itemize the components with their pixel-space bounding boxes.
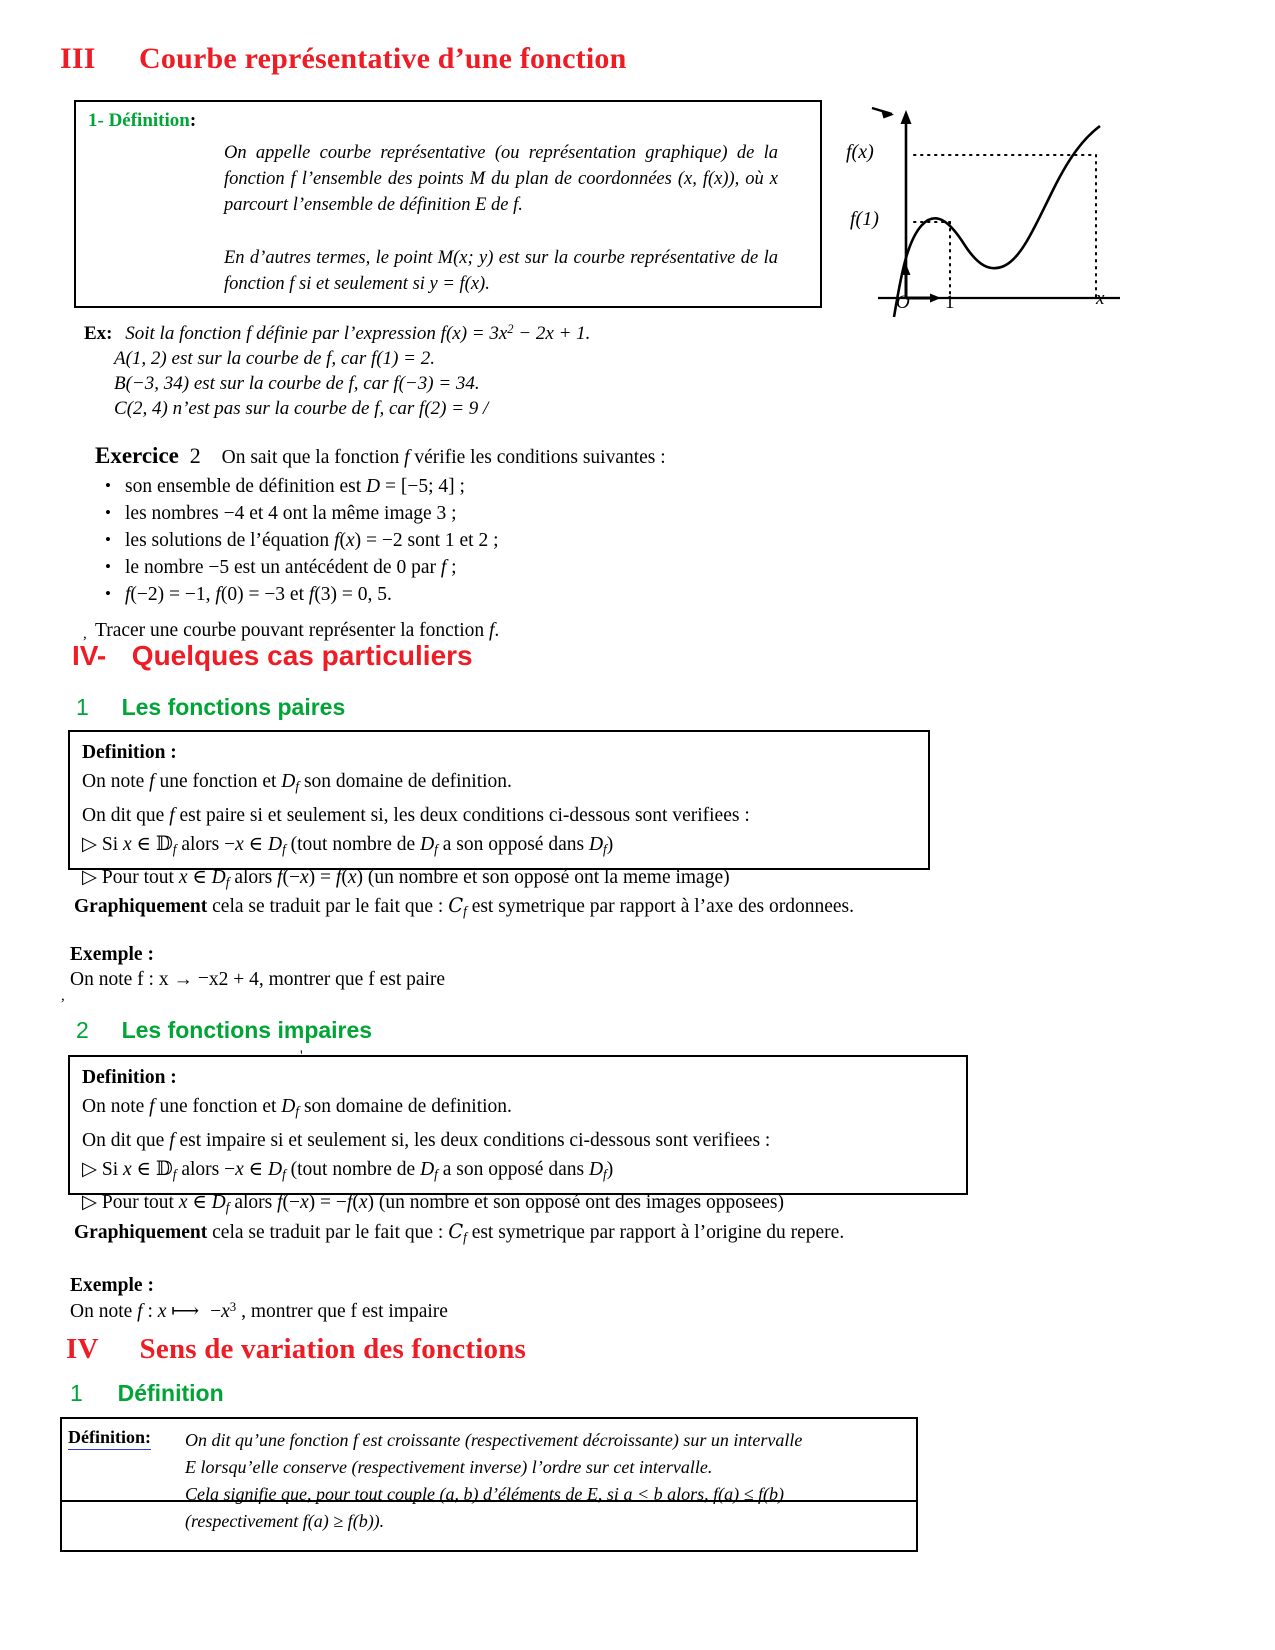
exemple-impaires [70,1275,448,1323]
exercise-title: Exercice [95,443,179,468]
list-item: • les solutions de l’équation f(x) = −2 sont 1 et 2 ; [95,527,855,554]
graphiquement-impaires [74,1220,1034,1246]
subsection-paires-number: 1 [76,694,89,720]
definition-impaires-line-1: On note f une fonction et $D_f$ son domaine de definition. [82,1096,512,1119]
exemple-impaires-text: On note f : x ⟼ $-x^3$ , montrer que f est impaire [70,1299,448,1322]
example-line-2: B(−3, 34) est sur la courbe de f, car f(−3) = 34. [114,373,480,395]
exemple-paires-text: , On note f : x → −x2 + 4, montrer que f est paire [61,968,446,1004]
definition-box-paires [68,730,930,891]
exercise-header [95,443,855,469]
figure-label-fx: f(x) [846,141,874,163]
section-iii-title: Courbe représentative d’une fonction [139,42,627,75]
section-iv-a-title: Quelques cas particuliers [131,640,473,671]
definition-paires-line-4: ▷ Pour tout x ∈ $D_f$ alors f(−x) = f(x) (un nombre et son opposé ont la meme image) [82,863,922,897]
definition-box-courbe [74,100,822,308]
definition-paires-line-3: ▷ Si x ∈ 𝔻$_f$ alors −x ∈ $D_f$ (tout nombre de $D_f$ a son opposé dans $D_f$) [82,830,922,864]
example-line-1: A(1, 2) est sur la courbe de f, car f(1) = 2. [114,348,436,370]
section-heading-iii [60,42,626,76]
list-item: • les nombres −4 et 4 ont la même image 3 ; [95,500,855,527]
subsection-heading-paires [76,694,345,721]
subsection-paires-title: Les fonctions paires [121,694,346,720]
figure-label-x-axis: x [1096,288,1105,309]
figure-label-origin: O [896,292,910,313]
section-heading-iv-particuliers [72,640,473,672]
subsection-definition-title: Définition [117,1380,224,1406]
exercise-number: 2 [189,443,201,468]
definition-variation-label: Définition: [68,1427,151,1450]
section-iv-a-number: IV- [72,640,107,671]
definition-impaires-content [82,1063,962,1222]
example-line-3: C(2, 4) n’est pas sur la courbe de f, car f(2) = 9 / [114,398,489,420]
definition-paires-line-2: On dit que f est paire si et seulement si, les deux conditions ci-dessous sont verifiees : [82,804,750,826]
example-line-0: Ex: Soit la fonction f définie par l’expression $f(x) = 3x^2 - 2x + 1$. [84,322,591,345]
subsection-heading-impaires [76,1017,372,1044]
graphiquement-impaires-text: cela se traduit par le fait que : $C_f$ est symetrique par rapport à l’origine du repere. [212,1220,845,1245]
definition-variation-content [68,1427,908,1535]
subsection-heading-definition [70,1380,224,1407]
definition-box-impaires [68,1055,968,1216]
section-iv-b-number: IV [66,1333,99,1365]
list-item: • f(−2) = −1, f(0) = −3 et f(3) = 0, 5. [95,581,855,608]
definition-variation-line-3: Cela signifie que, pour tout couple (a, b) d’éléments de E, si a < b alors, f(a) ≤ f(b) [185,1484,785,1504]
graphiquement-paires-label: Graphiquement [74,896,208,917]
list-item: • son ensemble de définition est D = [−5; 4] ; [95,473,855,500]
exercise-block [83,443,855,642]
y-axis-arrowhead [901,110,912,124]
exercise-closing: , Tracer une courbe pouvant représenter la fonction f. [83,620,500,642]
subsection-impaires-number: 2 [76,1017,89,1043]
definition-paires-label: Definition : [82,742,177,763]
section-heading-iv-variation [66,1333,526,1366]
definition-label-num: 1- [88,110,109,131]
definition-paires-line-1: On note f une fonction et $D_f$ son domaine de definition. [82,771,512,794]
definition-paragraph-2: En d’autres termes, le point M(x; y) est sur la courbe représentative de la fonction f si et seulement si y = f(x). [224,248,778,294]
section-iii-number: III [60,42,96,75]
subsection-definition-number: 1 [70,1380,83,1406]
stray-mark-1: , [83,626,87,642]
stray-mark-2: , [61,988,65,1004]
exemple-impaires-label: Exemple : [70,1275,154,1296]
definition-paragraph-1: On appelle courbe représentative (ou représentation graphique) de la fonction f l’ensemble des points M du plan de coordonnées (x, f(x)), où x parcourt l’ensemble de définition E de f. [224,143,779,215]
definition-variation-line-1: On dit qu’une fonction f est croissante (respectivement décroissante) sur un intervalle [185,1430,803,1450]
definition-label-colon: : [189,110,197,131]
figure-label-f1: f(1) [850,208,879,230]
figure-label-one: 1 [945,292,955,313]
function-curve-figure [838,92,1138,317]
exemple-paires-label: Exemple : [70,944,154,965]
definition-impaires-line-3: ▷ Si x ∈ 𝔻$_f$ alors −x ∈ $D_f$ (tout nombre de $D_f$ a son opposé dans $D_f$) [82,1155,962,1189]
example-block [84,322,590,420]
definition-impaires-line-2: On dit que f est impaire si et seulement si, les deux conditions ci-dessous sont verifiees : [82,1129,771,1151]
definition-variation-line-2: E lorsqu’elle conserve (respectivement inverse) l’ordre sur cet intervalle. [185,1457,713,1477]
definition-box-label [88,110,196,132]
exercise-intro: On sait que la fonction f vérifie les conditions suivantes : [221,447,666,468]
exemple-paires [61,944,446,1004]
example-tag: Ex: [84,323,113,345]
definition-impaires-line-4: ▷ Pour tout x ∈ $D_f$ alors f(−x) = −f(x) (un nombre et son opposé ont des images opposees) [82,1188,962,1222]
graphiquement-paires [74,894,1034,920]
definition-variation-line-4: (respectivement f(a) ≥ f(b)). [185,1511,385,1531]
subsection-impaires-title: Les fonctions impaires [121,1017,373,1043]
exercise-condition-list [95,473,855,608]
decorative-arrow-icon [872,108,894,119]
graphiquement-paires-text: cela se traduit par le fait que : $C_f$ est symetrique par rapport à l’axe des ordonnees. [212,894,854,919]
graphiquement-impaires-label: Graphiquement [74,1222,208,1243]
section-iv-b-title: Sens de variation des fonctions [139,1333,527,1365]
definition-paires-content [82,738,922,897]
definition-label-text: Définition [108,110,190,131]
list-item: • le nombre −5 est un antécédent de 0 par f ; [95,554,855,581]
definition-variation-lines [185,1427,908,1535]
definition-impaires-label: Definition : [82,1067,177,1088]
curve-svg [838,92,1138,317]
